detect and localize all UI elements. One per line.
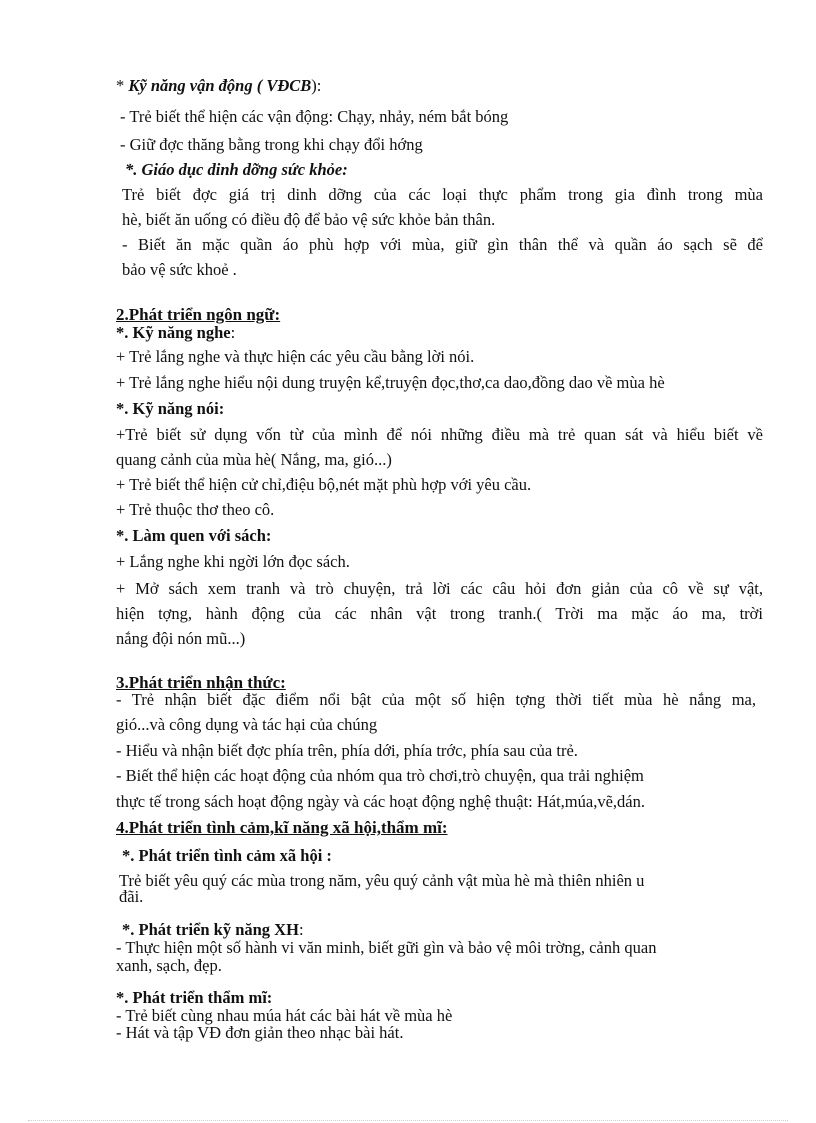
nutrition-heading: *. Giáo dục dinh dỡng sức khỏe: <box>125 160 348 179</box>
speaking-line: +Trẻ biết sử dụng vốn từ của mình để nói những điều mà trẻ quan sát và hiểu biết về <box>116 425 763 444</box>
listening-heading-text: *. Kỹ năng nghe <box>116 323 231 342</box>
art-line: - Hát và tập VĐ đơn giản theo nhạc bài hát. <box>116 1023 404 1042</box>
social-line: - Thực hiện một số hành vi văn minh, biết gữi gìn và bảo vệ môi trờng, cảnh quan <box>116 938 657 957</box>
heading-prefix: * <box>116 76 129 95</box>
page-bottom-dotted-rule <box>28 1120 788 1121</box>
section-title-cognition: 3.Phát triển nhận thức: <box>116 673 286 692</box>
nutrition-line: Trẻ biết đợc giá trị dinh dỡng của các loại thực phẩm trong gia đình trong mùa <box>122 185 763 204</box>
books-line: nắng đội nón mũ...) <box>116 629 246 648</box>
motor-skills-heading <box>116 75 321 97</box>
social-line: xanh, sạch, đẹp. <box>116 956 222 975</box>
emotion-line: đãi. <box>119 887 144 906</box>
social-heading-suffix: : <box>298 920 304 939</box>
listening-item: + Trẻ lắng nghe và thực hiện các yêu cầu bằng lời nói. <box>116 347 475 366</box>
heading-bold-text: Kỹ năng vận động ( VĐCB <box>128 76 312 95</box>
cognition-line: - Hiểu và nhận biết đợc phía trên, phía dới, phía trớc, phía sau của trẻ. <box>116 741 578 760</box>
books-line: + Mở sách xem tranh và trò chuyện, trả lời các câu hỏi đơn giản của cô về sự vật, <box>116 579 763 598</box>
motor-item: - Trẻ biết thể hiện các vận động: Chạy, nhảy, ném bắt bóng <box>120 107 509 126</box>
heading-suffix: ): <box>311 76 322 95</box>
listening-item: + Trẻ lắng nghe hiểu nội dung truyện kể,truyện đọc,thơ,ca dao,đồng dao về mùa hè <box>116 373 665 392</box>
nutrition-line: - Biết ăn mặc quần áo phù hợp với mùa, giữ gìn thân thể và quần áo sạch sẽ để <box>122 235 763 254</box>
emotion-line: Trẻ biết yêu quý các mùa trong năm, yêu quý cảnh vật mùa hè mà thiên nhiên u <box>119 871 645 890</box>
motor-item: - Giữ đợc thăng bằng trong khi chạy đổi hớng <box>120 135 423 154</box>
art-line: - Trẻ biết cùng nhau múa hát các bài hát về mùa hè <box>116 1006 453 1025</box>
speaking-line: + Trẻ thuộc thơ theo cô. <box>116 500 275 519</box>
social-heading-text: *. Phát triển kỹ năng XH <box>122 920 299 939</box>
cognition-line: thực tế trong sách hoạt động ngày và các hoạt động nghệ thuật: Hát,múa,vẽ,dán. <box>116 792 645 811</box>
speaking-line: quang cảnh của mùa hè( Nắng, ma, gió...) <box>116 450 392 469</box>
speaking-line: + Trẻ biết thể hiện cử chỉ,điệu bộ,nét mặt phù hợp với yêu cầu. <box>116 475 532 494</box>
cognition-line: - Biết thể hiện các hoạt động của nhóm qua trò chơi,trò chuyện, qua trải nghiệm <box>116 766 644 785</box>
listening-heading-suffix: : <box>230 323 236 342</box>
section-title-language: 2.Phát triển ngôn ngữ: <box>116 305 281 324</box>
nutrition-line: hè, biết ăn uống có điều độ để bảo vệ sức khỏe bản thân. <box>122 210 496 229</box>
books-heading: *. Làm quen với sách: <box>116 526 272 545</box>
art-heading: *. Phát triển thẩm mĩ: <box>116 988 273 1007</box>
speaking-heading: *. Kỹ năng nói: <box>116 399 225 418</box>
emotion-heading: *. Phát triển tình cảm xã hội : <box>122 846 332 865</box>
books-line: + Lắng nghe khi ngời lớn đọc sách. <box>116 552 350 571</box>
cognition-line: gió...và công dụng và tác hại của chúng <box>116 715 378 734</box>
section-title-social-emotional: 4.Phát triển tình cảm,kĩ năng xã hội,thẩm mĩ: <box>116 818 448 837</box>
nutrition-line: bảo vệ sức khoẻ . <box>122 260 237 279</box>
listening-heading <box>116 322 235 344</box>
cognition-line: - Trẻ nhận biết đặc điểm nổi bật của một số hiện tợng thời tiết mùa hè nắng ma, <box>116 690 756 709</box>
books-line: hiện tợng, hành động của các nhân vật trong tranh.( Trời ma mặc áo ma, trời <box>116 604 763 623</box>
